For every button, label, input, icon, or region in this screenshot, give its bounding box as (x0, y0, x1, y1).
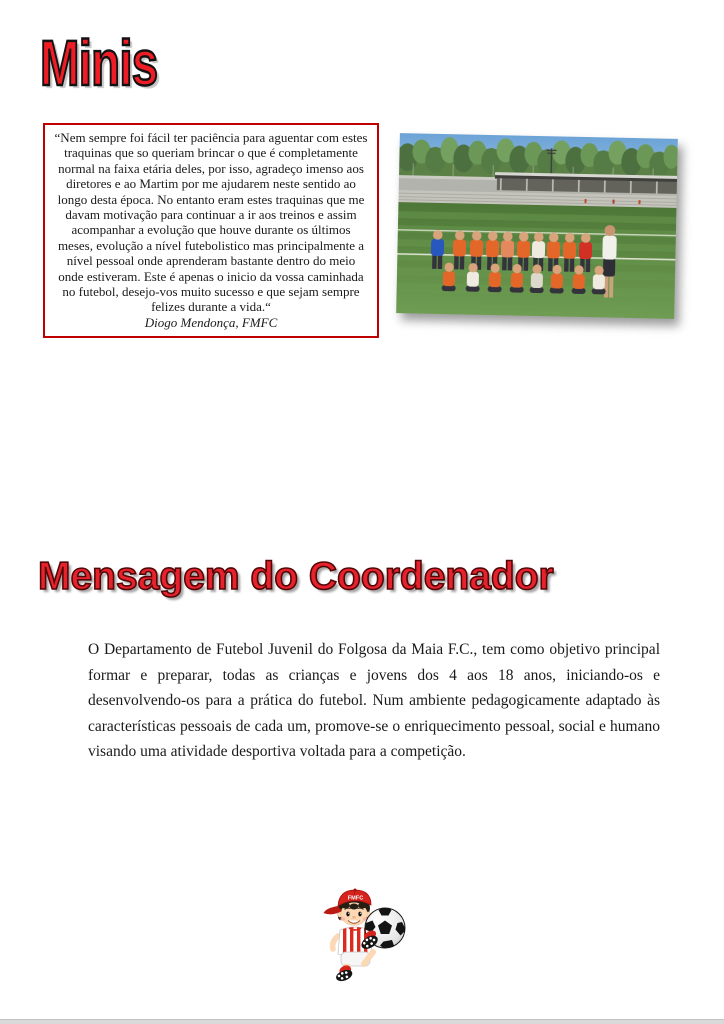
quote-text: “Nem sempre foi fácil ter paciência para aguentar com estes traquinas que so queriam brincar o que é completamente normal na faixa etária deles, por isso, agradeço imenso aos diretores e ao Martim por me ajudarem neste sentido ao longo desta época. No entanto eram estes traquinas que me davam motivação para continuar a ir aos treinos e assim acompanhar a evolução que houve durante os últimos meses, evolução a nível futebolistico mas principalmente a nível pessoal onde aprenderam bastante dentro do meio onde estiveram. Este é apenas o inicio da vossa caminhada no futebol, desejo-vos muito sucesso e que sejam sempre felizes durante a vida.“ (54, 130, 368, 315)
coordinator-paragraph: O Departamento de Futebol Juvenil do Folgosa da Maia F.C., tem como objetivo principal formar e preparar, todas as crianças e jovens dos 4 aos 18 anos, iniciando-os e desenvolvendo-os para a prática do futebol. Num ambiente pedagogicamente adaptado às características pessoais de cada um, promove-se o enriquecimento pessoal, social e humano visando uma atividade desportiva voltada para a competição. (88, 641, 660, 760)
mascot-cap-text: FMFC (347, 895, 364, 902)
minis-team-photo (396, 133, 678, 319)
mascot-head (324, 889, 372, 926)
fmfc-mascot-icon (314, 884, 414, 988)
page-bottom-divider (0, 1019, 724, 1024)
team-photo (396, 133, 678, 319)
page-title: Minis (40, 27, 158, 99)
quote-signature: Diogo Mendonça, FMFC (144, 314, 278, 330)
section-heading: Mensagem do Coordenador (38, 555, 554, 598)
quote-box (43, 123, 379, 338)
